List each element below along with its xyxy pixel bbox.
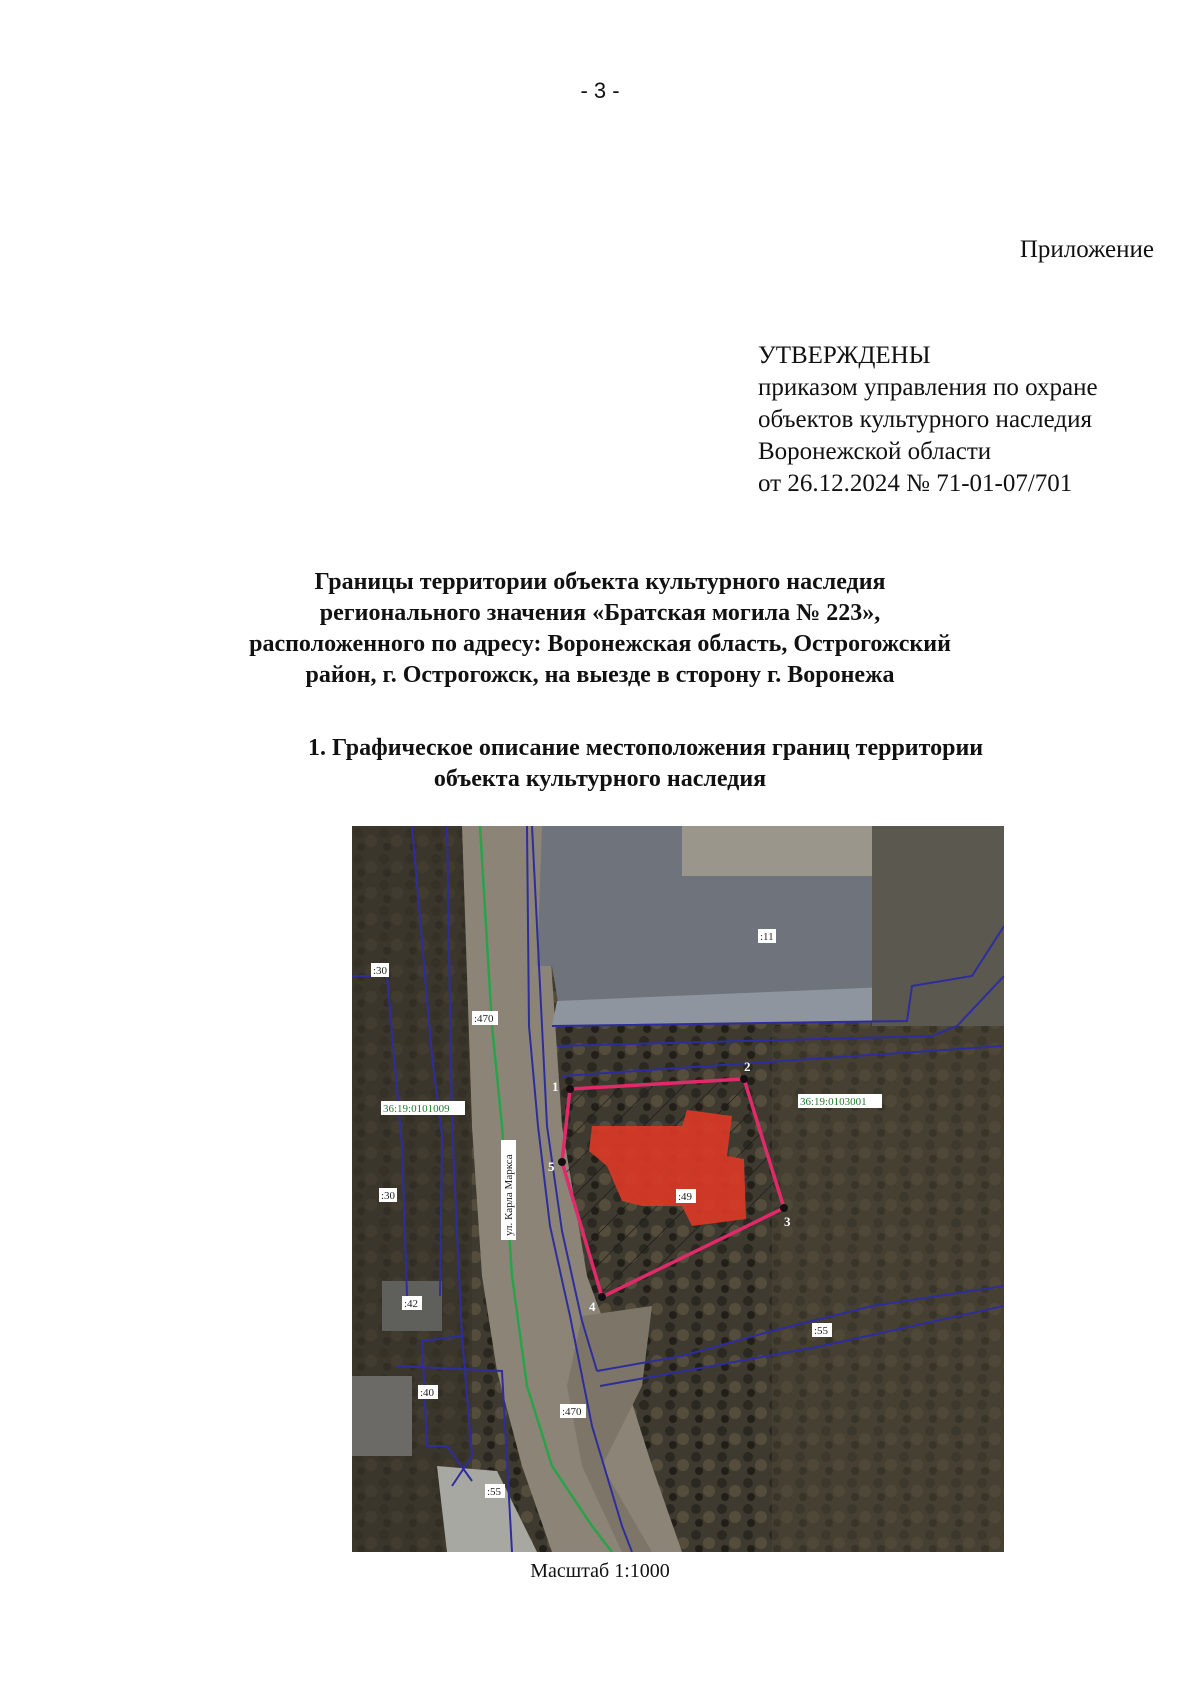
point-marker [740, 1075, 748, 1083]
title-line: расположенного по адресу: Воронежская область, Острогожский [249, 631, 951, 657]
building-sw [352, 1376, 412, 1456]
point-label-3: 3 [784, 1214, 791, 1229]
title-line: район, г. Острогожск, на выезде в сторону г. Воронежа [305, 662, 895, 688]
approval-line: УТВЕРЖДЕНЫ [758, 342, 931, 369]
parcel-label: :40 [420, 1387, 435, 1399]
page-number: - 3 - [580, 78, 620, 103]
point-label-4: 4 [589, 1299, 596, 1314]
section-title-line: 1. Графическое описание местоположения границ территории [308, 735, 984, 761]
document-title [0, 567, 1200, 691]
point-label-1: 1 [552, 1079, 559, 1094]
parcel-label: :470 [562, 1406, 582, 1418]
parcel-label: :11 [760, 931, 774, 943]
point-marker [558, 1158, 566, 1166]
street-label: ул. Карла Маркса [503, 1154, 515, 1236]
approval-block [758, 340, 1098, 500]
parcel-label: :30 [373, 965, 388, 977]
approval-line: объектов культурного наследия [758, 406, 1092, 433]
scale-label: Масштаб 1:1000 [530, 1560, 670, 1582]
parcel-label: :55 [487, 1486, 502, 1498]
appendix-label: Приложение [1019, 236, 1154, 263]
parcel-label: :55 [814, 1325, 829, 1337]
parcel-label: :42 [404, 1298, 419, 1310]
point-marker [566, 1085, 574, 1093]
parcel-label: :30 [381, 1190, 396, 1202]
approval-line: приказом управления по охране [758, 374, 1098, 401]
cadastral-label: 36:19:0101009 [383, 1103, 450, 1115]
cadastral-label: 36:19:0103001 [800, 1096, 867, 1108]
point-marker [780, 1204, 788, 1212]
point-marker [598, 1293, 606, 1301]
title-line: Границы территории объекта культурного наследия [314, 569, 886, 595]
parcel-label: :470 [474, 1013, 494, 1025]
point-label-2: 2 [744, 1059, 751, 1074]
section-title-line: объекта культурного наследия [433, 766, 767, 792]
satellite-map [352, 826, 1004, 1552]
title-line: регионального значения «Братская могила № 223», [319, 600, 881, 626]
approval-line: Воронежской области [758, 438, 992, 465]
point-label-5: 5 [548, 1159, 555, 1174]
parcel-label: :49 [678, 1191, 693, 1203]
approval-line: от 26.12.2024 № 71-01-07/701 [758, 470, 1073, 497]
